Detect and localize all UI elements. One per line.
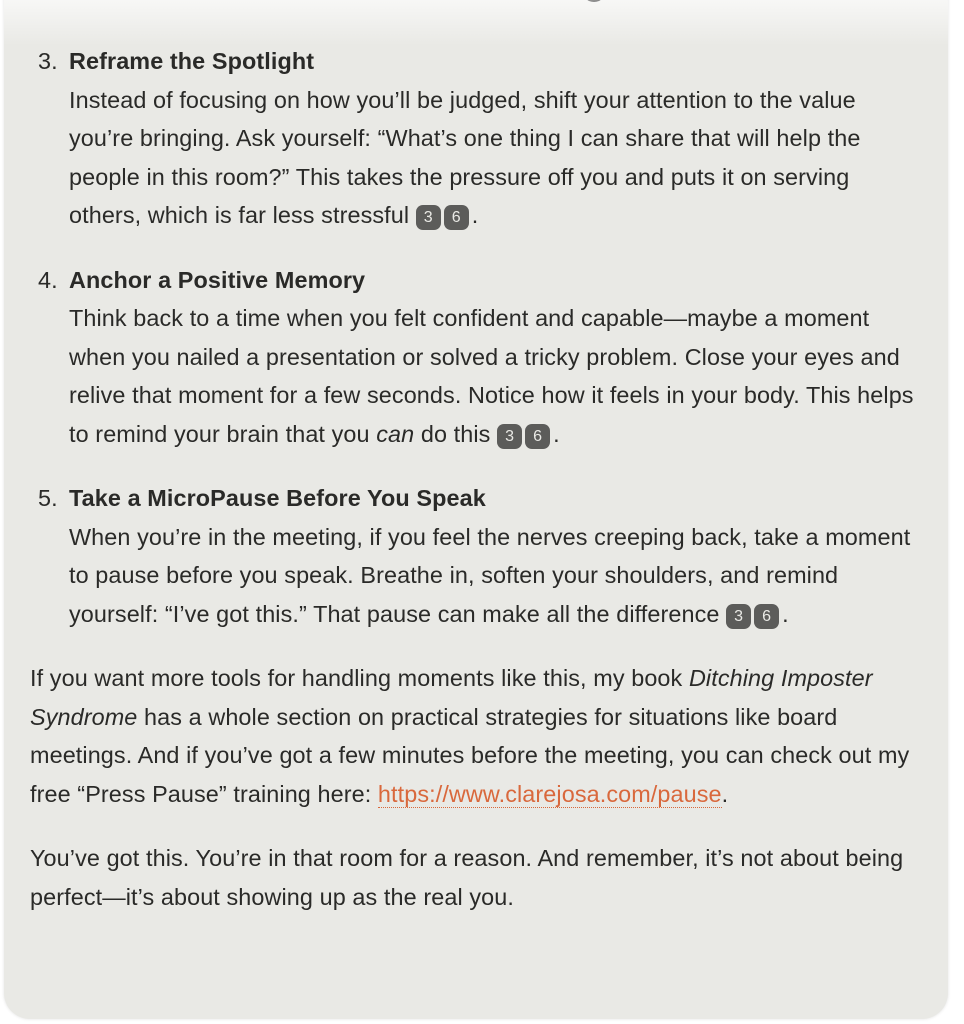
- citation-badge[interactable]: 3: [497, 424, 522, 449]
- step-end: .: [471, 202, 479, 228]
- pause-training-link[interactable]: https://www.clarejosa.com/pause: [377, 780, 722, 807]
- step-text: Instead of focusing on how you’ll be judged, shift your attention to the value you’re bringing. Ask yourself: “What’s one thing I can share that will help the people in this room?” This takes the pressure off you and puts it on serving others, which is far less stressful: [69, 86, 861, 228]
- emphasis-text: can: [376, 420, 415, 447]
- paragraph-text: If you want more tools for handling moments like this, my book: [30, 665, 689, 691]
- paragraph-closing: You’ve got this. You’re in that room for a reason. And remember, it’s not about being perfect—it’s about showing up as the real you.: [30, 845, 904, 910]
- step-end: .: [782, 600, 789, 627]
- citation-badge[interactable]: 6: [444, 205, 469, 230]
- list-item-step-3: [26, 42, 926, 235]
- step-end: .: [553, 420, 560, 447]
- steps-list: [26, 42, 926, 633]
- paragraph-text-after: has a whole section on practical strategies for situations like board meetings. And if you’ve got a few minutes before the meeting, you can check out my free “Press Pause” training here:: [30, 703, 910, 807]
- citation-badge[interactable]: 3: [416, 205, 441, 230]
- step-number: 4.: [38, 266, 58, 293]
- step-text-after: do this: [414, 420, 491, 447]
- step-text: Think back to a time when you felt confident and capable—maybe a moment when you nailed a presentation or solved a tricky problem. Close your eyes and relive that moment for a few seconds. Notice how it feels in your body. This helps to remind your brain that you: [69, 305, 914, 447]
- avatar[interactable]: [582, 0, 606, 2]
- citation-badge[interactable]: 6: [525, 424, 550, 449]
- citation-badge[interactable]: 3: [726, 604, 751, 629]
- step-number: 3.: [38, 48, 58, 74]
- paragraph-end: .: [721, 780, 729, 807]
- step-number: 5.: [38, 485, 58, 511]
- step-title: Take a MicroPause Before You Speak: [69, 485, 486, 511]
- step-title: Reframe the Spotlight: [69, 48, 315, 74]
- paragraph-book: [26, 659, 926, 813]
- list-item-step-4: [26, 261, 926, 454]
- step-text: When you’re in the meeting, if you feel the nerves creeping back, take a moment to pause before you speak. Breathe in, soften your shoulders, and remind yourself: “I’ve got this.” That pause can make all the difference: [69, 523, 911, 627]
- avatar-group: [582, 0, 632, 10]
- step-title: Anchor a Positive Memory: [69, 266, 366, 293]
- list-item-step-5: [26, 479, 926, 633]
- message-content: [26, 42, 926, 942]
- top-fade: [4, 0, 948, 46]
- book-title: Ditching Imposter Syndrome: [30, 665, 873, 730]
- citation-badge[interactable]: 6: [754, 604, 779, 629]
